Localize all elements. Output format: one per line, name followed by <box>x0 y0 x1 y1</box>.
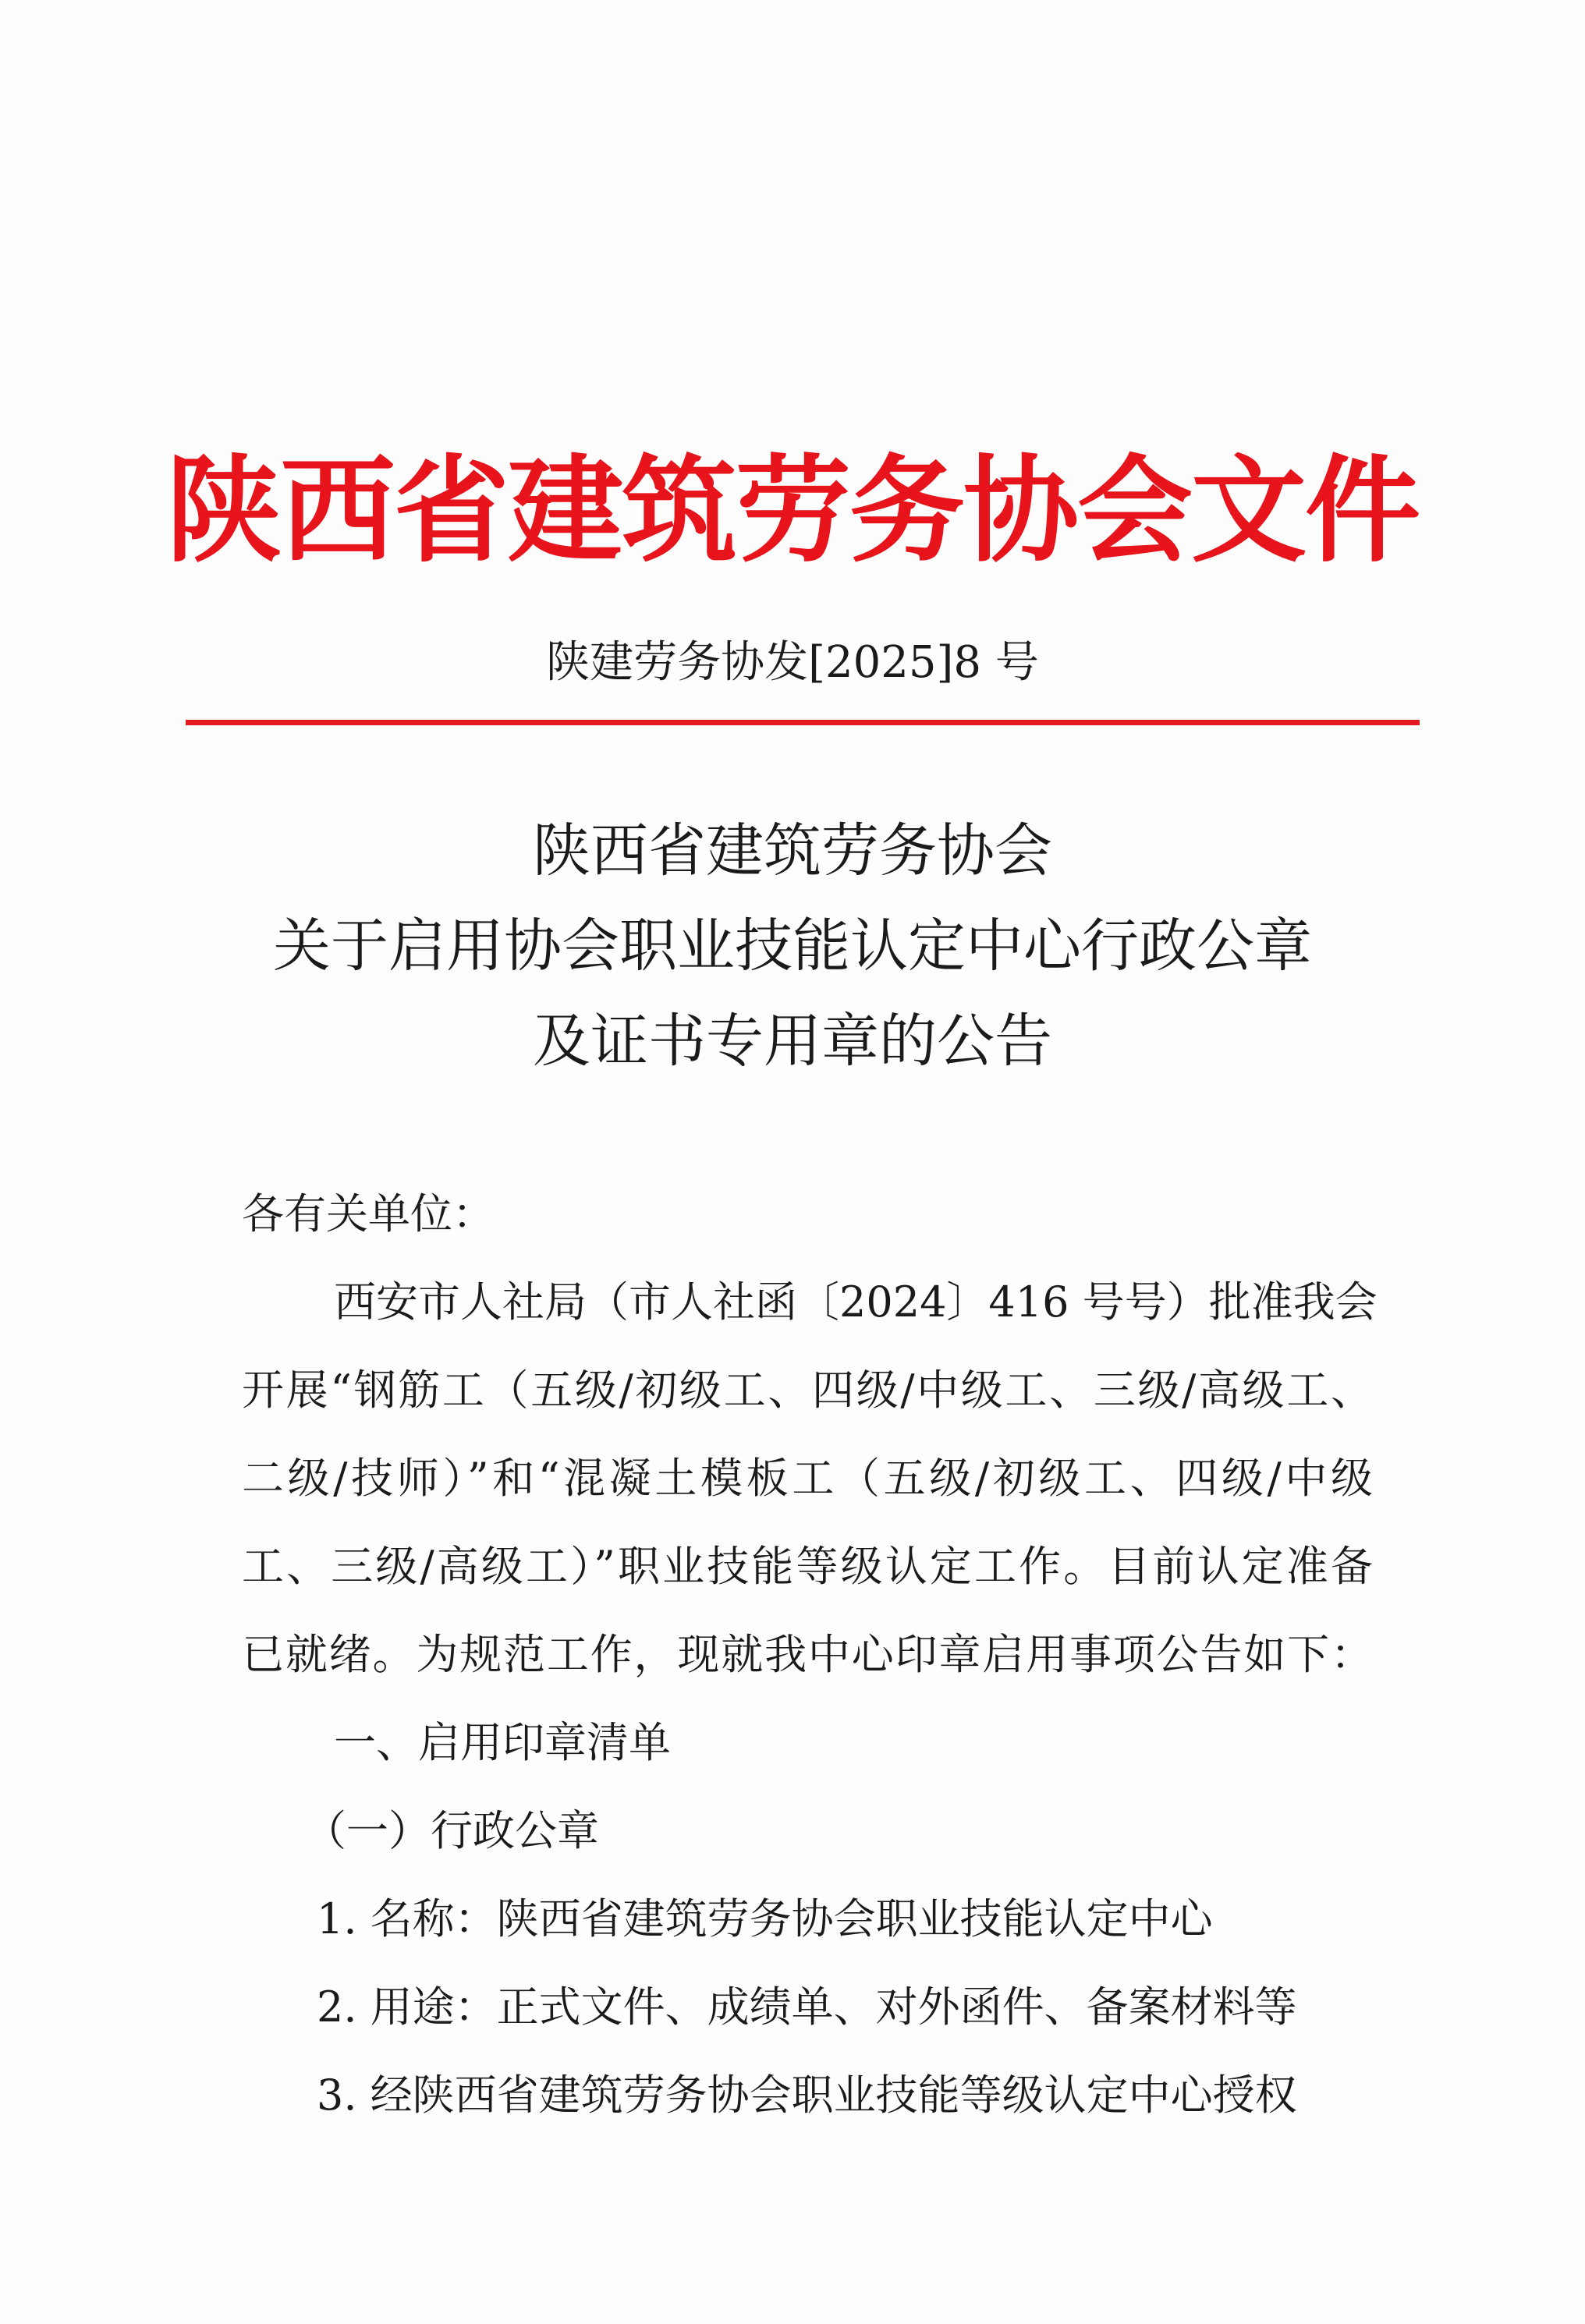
salutation: 各有关单位： <box>242 1189 495 1238</box>
section-heading: 一、启用印章清单 <box>334 1718 671 1767</box>
list-item: 2. 用途：正式文件、成绩单、对外函件、备案材料等 <box>317 1982 1297 2032</box>
paragraph-line-2: 开展“钢筋工（五级/初级工、四级/中级工、三级/高级工、 <box>242 1366 1373 1415</box>
announcement-title-line-1: 陕西省建筑劳务协会 <box>533 817 1052 884</box>
document-header-title: 陕西省建筑劳务协会文件 <box>166 444 1419 578</box>
paragraph-line-5: 已就绪。为规范工作，现就我中心印章启用事项公告如下： <box>242 1630 1373 1679</box>
announcement-title <box>0 803 1585 1089</box>
document-number: 陕建劳务协发[2025]8 号 <box>546 637 1039 688</box>
header-red-rule <box>186 720 1420 725</box>
list-item: 3. 经陕西省建筑劳务协会职业技能等级认定中心授权 <box>317 2071 1297 2120</box>
announcement-title-line-3: 及证书专用章的公告 <box>533 1008 1052 1075</box>
list-item: 1. 名称：陕西省建筑劳务协会职业技能认定中心 <box>317 1894 1213 1943</box>
paragraph-line-3: 二级/技师）”和“混凝土模板工（五级/初级工、四级/中级 <box>242 1454 1373 1503</box>
document-body <box>242 1170 1378 2139</box>
announcement-title-line-2: 关于启用协会职业技能认定中心行政公章 <box>273 912 1312 980</box>
subsection-heading: （一）行政公章 <box>304 1806 599 1855</box>
paragraph-line-4: 工、三级/高级工）”职业技能等级认定工作。目前认定准备 <box>242 1542 1373 1591</box>
paragraph-line-1: 西安市人社局（市人社函〔2024〕416 号号）批准我会 <box>334 1277 1378 1327</box>
